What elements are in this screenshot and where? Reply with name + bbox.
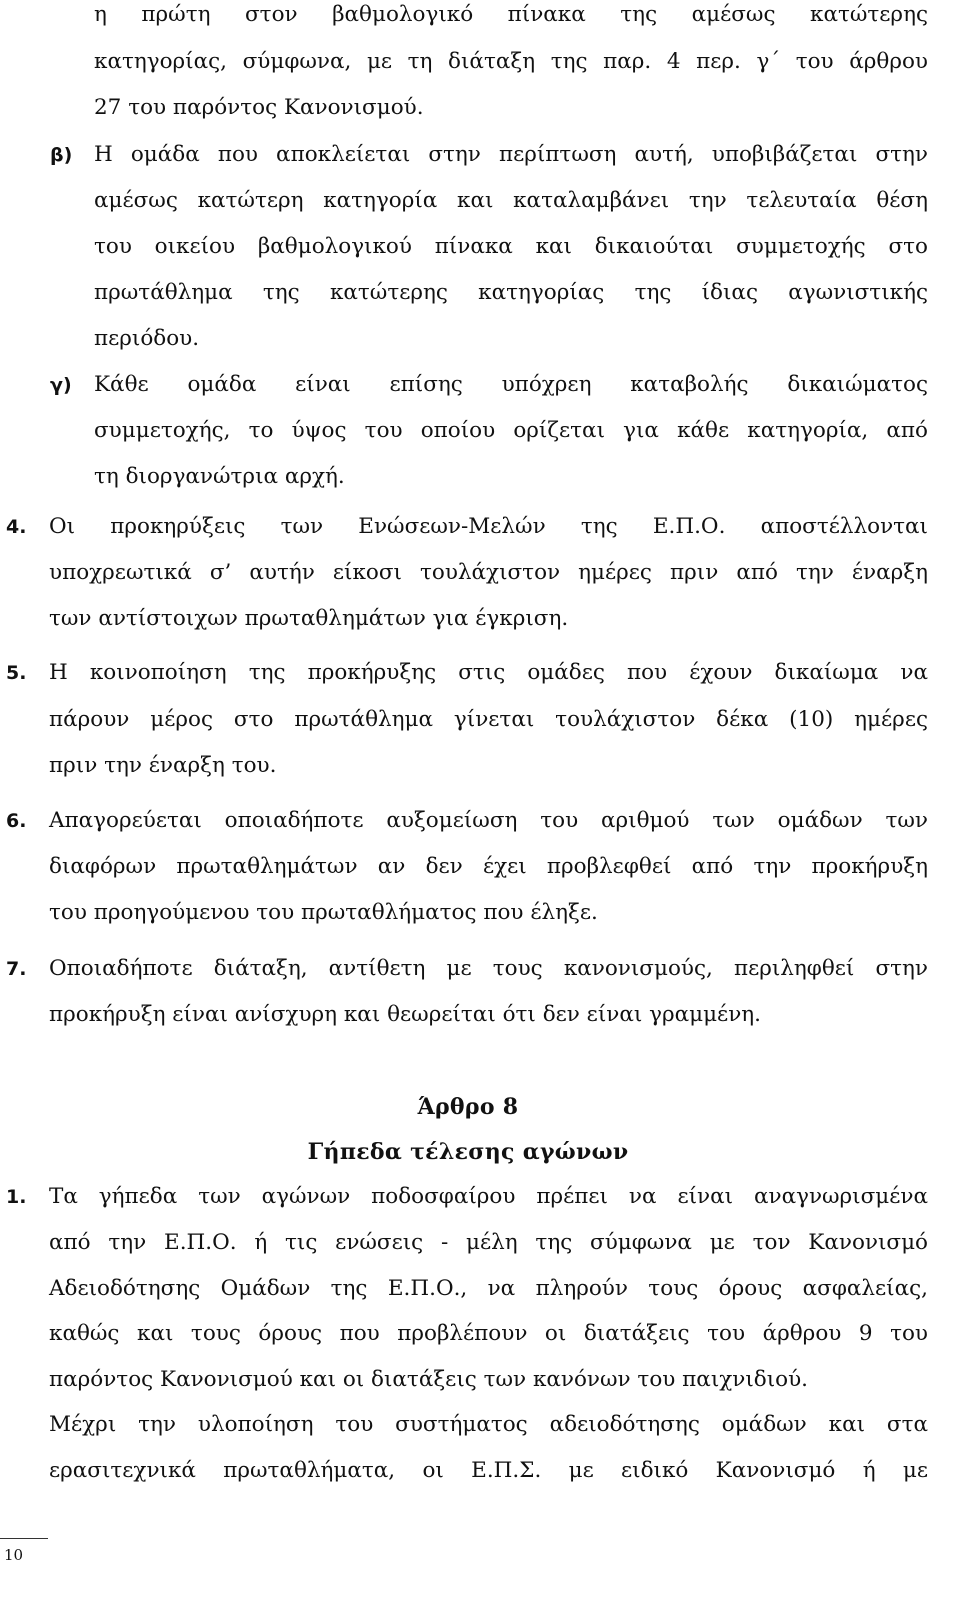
footer-rule	[0, 1538, 48, 1539]
text-line: Μέχρι την υλοποίηση του συστήματος αδειοδότησης ομάδων και στα	[49, 1412, 928, 1437]
text-line: από την Ε.Π.Ο. ή τις ενώσεις - μέλη της σύμφωνα με τον Κανονισμό	[49, 1230, 928, 1255]
text-line: η πρώτη στον βαθμολογικό πίνακα της αμέσως κατώτερης	[94, 2, 928, 27]
text-line: του οικείου βαθμολογικού πίνακα και δικαιούται συμμετοχής στο	[94, 234, 928, 259]
text-line: Οι προκηρύξεις των Ενώσεων-Μελών της Ε.Π.Ο. αποστέλλονται	[49, 514, 928, 539]
page-number: 10	[4, 1546, 24, 1564]
text-line: καθώς και τους όρους που προβλέπουν οι διατάξεις του άρθρου 9 του	[49, 1321, 928, 1346]
text-line: Τα γήπεδα των αγώνων ποδοσφαίρου πρέπει να είναι αναγνωρισμένα	[49, 1184, 928, 1209]
text-line: του προηγούμενου του πρωταθλήματος που έληξε.	[49, 900, 598, 925]
article-number: Άρθρο 8	[417, 1094, 519, 1120]
paragraph-number-7: 7.	[6, 958, 27, 980]
list-marker-beta: β)	[50, 144, 73, 166]
text-line: Αδειοδότησης Ομάδων της Ε.Π.Ο., να πληρούν τους όρους ασφαλείας,	[49, 1276, 928, 1301]
text-line: τη διοργανώτρια αρχή.	[94, 464, 345, 489]
text-line: Οποιαδήποτε διάταξη, αντίθετη με τους κανονισμούς, περιληφθεί στην	[49, 956, 928, 981]
text-line: συμμετοχής, το ύψος του οποίου ορίζεται για κάθε κατηγορία, από	[94, 418, 928, 443]
text-line: Η ομάδα που αποκλείεται στην περίπτωση αυτή, υποβιβάζεται στην	[94, 142, 928, 167]
text-line: περιόδου.	[94, 326, 200, 351]
list-marker-gamma: γ)	[50, 374, 72, 396]
text-line: πάρουν μέρος στο πρωτάθλημα γίνεται τουλάχιστον δέκα (10) ημέρες	[49, 707, 928, 732]
text-line: Απαγορεύεται οποιαδήποτε αυξομείωση του αριθμού των ομάδων των	[49, 808, 928, 833]
text-line: προκήρυξη είναι ανίσχυρη και θεωρείται ότι δεν είναι γραμμένη.	[49, 1002, 761, 1027]
paragraph-number-6: 6.	[6, 810, 27, 832]
text-line: κατηγορίας, σύμφωνα, με τη διάταξη της παρ. 4 περ. γ΄ του άρθρου	[94, 49, 928, 74]
article-title: Γήπεδα τέλεσης αγώνων	[307, 1139, 629, 1165]
text-line: αμέσως κατώτερη κατηγορία και καταλαμβάνει την τελευταία θέση	[94, 188, 928, 213]
text-line: ερασιτεχνικά πρωταθλήματα, οι Ε.Π.Σ. με ειδικό Κανονισμό ή με	[49, 1458, 928, 1483]
paragraph-number-1: 1.	[6, 1186, 27, 1208]
text-line: πρωτάθλημα της κατώτερης κατηγορίας της ίδιας αγωνιστικής	[94, 280, 928, 305]
paragraph-number-5: 5.	[6, 662, 27, 684]
text-line: Κάθε ομάδα είναι επίσης υπόχρεη καταβολής δικαιώματος	[94, 372, 928, 397]
paragraph-number-4: 4.	[6, 516, 27, 538]
text-line: 27 του παρόντος Κανονισμού.	[94, 95, 424, 120]
text-line: Η κοινοποίηση της προκήρυξης στις ομάδες που έχουν δικαίωμα να	[49, 660, 928, 685]
text-line: πριν την έναρξη του.	[49, 753, 277, 778]
text-line: των αντίστοιχων πρωταθλημάτων για έγκριση.	[49, 606, 569, 631]
text-line: υποχρεωτικά σ’ αυτήν είκοσι τουλάχιστον ημέρες πριν από την έναρξη	[49, 560, 928, 585]
text-line: παρόντος Κανονισμού και οι διατάξεις των κανόνων του παιχνιδιού.	[49, 1367, 809, 1392]
text-line: διαφόρων πρωταθλημάτων αν δεν έχει προβλεφθεί από την προκήρυξη	[49, 854, 928, 879]
